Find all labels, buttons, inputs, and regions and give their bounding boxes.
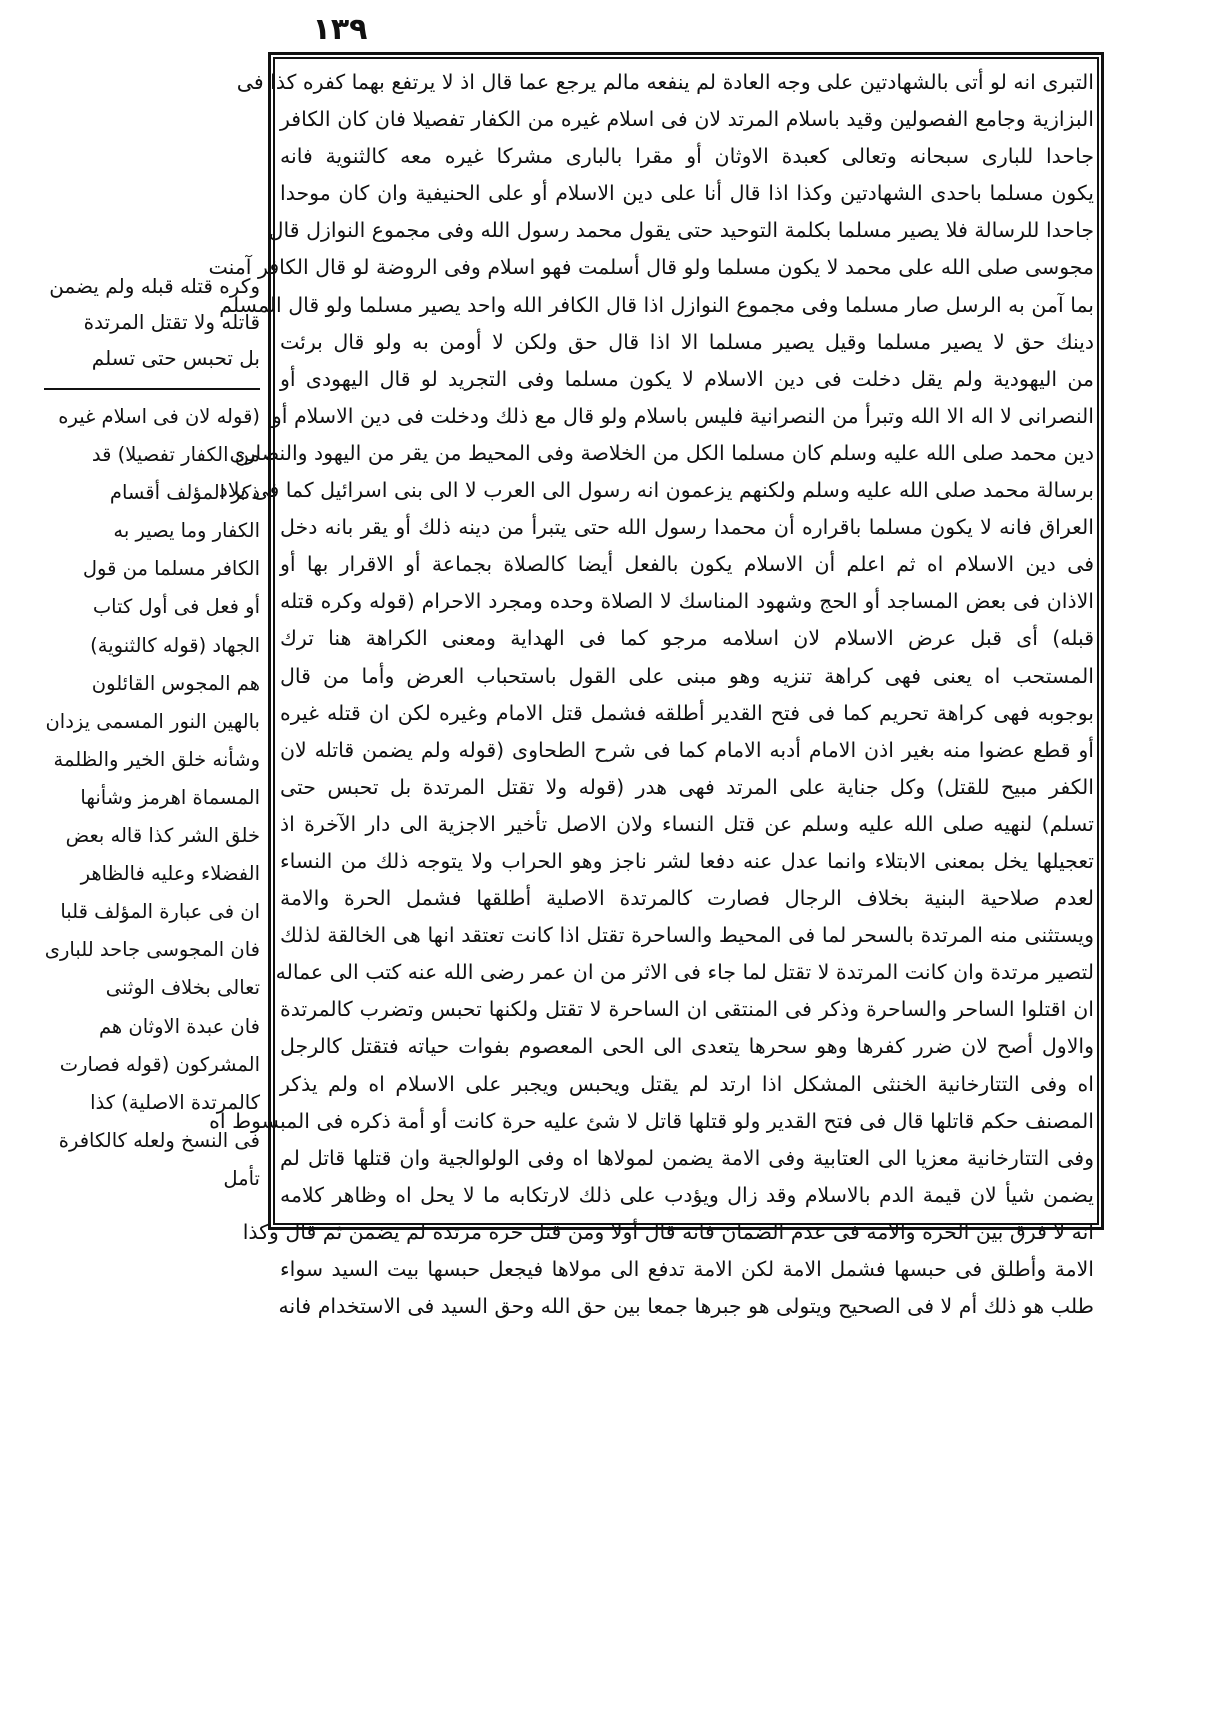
main-text-line: دين محمد صلى الله عليه وسلم كان مسلما الكل من الخلاصة وفى المحيط من يقر من اليهود والنصارى [229,440,1094,465]
main-text-line: البزازية وجامع الفصولين وقيد باسلام المرتد لان فى اسلام غيره من الكفار تفصيلا فان كان الكافر [280,107,1094,132]
margin-matn-line: بل تحبس حتى تسلم [91,346,260,370]
margin-matn-text [42,268,260,376]
main-text-line: دينك حق لا يصير مسلما وقيل يصير مسلما الا اذا قال حق ولكن لا أومن به ولو قال برئت [280,329,1094,354]
margin-divider [44,388,260,390]
main-text-line: النصرانى لا اله الا الله وتبرأ من النصرانية فليس باسلام ولو قال مع ذلك ودخلت فى دين الاسلام أو [271,403,1094,428]
main-text-line: برسالة محمد صلى الله عليه وسلم ولكنهم يزعمون انه رسول الى العرب لا الى بنى اسرائيل كما فى بلاد [218,478,1094,503]
margin-notes-text [42,398,260,1198]
main-text-line: يكون مسلما باحدى الشهادتين وكذا اذا قال أنا على دين الاسلام أو على الحنيفية وان كان موحدا [280,181,1094,206]
main-text-line: طلب هو ذلك أم لا فى الصحيح ويتولى هو جبرها جمعا بين حق الله وحق السيد فى الاستخدام فانه [278,1294,1094,1319]
main-text-line: انه لا فرق بين الحرة والامة فى عدم الضمان فانه قال أولا ومن قتل حرة مرتدة لم يضمن ثم قال وكذا [242,1219,1094,1244]
main-text-line: ان اقتلوا الساحر والساحرة وذكر فى المنتقى ان الساحرة لا تقتل ولكنها تحبس وتضرب كالمرتدة [280,997,1094,1022]
main-text-line: التبرى انه لو أتى بالشهادتين على وجه العادة لم ينفعه مالم يرجع عما قال اذ لا يرتفع بهما كفره كذا فى [236,70,1094,94]
main-text-line: وفى التتارخانية معزيا الى العتابية وفى الامة يضمن لمولاها اه وفى الولوالجية وان قتلها قاتل لم [280,1145,1094,1170]
margin-note-line: المسماة اهرمز وشأنها [80,785,260,809]
main-text-line: تسلم) لنهيه صلى الله عليه وسلم عن قتل النساء ولان الاصل تأخير الاجزية الى دار الآخرة اذ [280,811,1094,836]
page-number: ١٣٩ [312,12,368,47]
main-text-line: اه وفى التتارخانية الخنثى المشكل اذا ارتد لم يقتل ويحبس ويجبر على الاسلام اه ولم يذكر [280,1071,1094,1096]
main-text-line: المستحب اه يعنى فهى كراهة تنزيه وهو مبنى على القول باستحباب العرض وأما من قال [280,663,1094,688]
margin-note-line: فان المجوسى جاحد للبارى [44,938,260,962]
margin-note-line: الكافر مسلما من قول [82,557,260,581]
main-text-line: الكفر مبيح للقتل) وكل جناية على المرتد فهى هدر (قوله ولا تقتل المرتدة بل تحبس حتى [280,774,1094,799]
main-text-line: يضمن شيأ لان قيمة الدم بالاسلام وقد زال ويؤدب على ذلك لارتكابه ما لا يحل اه وظاهر كلامه [280,1182,1094,1207]
margin-note-line: وشأنه خلق الخير والظلمة [53,747,260,771]
main-text-line: جاحدا للبارى سبحانه وتعالى كعبدة الاوثان أو مقرا بالبارى مشركا غيره معه كالثنوية فانه [280,144,1094,169]
main-text-line: ويستثنى منه المرتدة بالسحر لما فى المحيط والساحرة تقتل اذا كانت تعتقد انها هى الخالقة لذلك [280,923,1094,948]
main-text-line: قبله) أى قبل عرض الاسلام لان اسلامه مرجو كما فى الهداية ومعنى الكراهة هنا ترك [280,626,1094,651]
margin-note-line: أو فعل فى أول كتاب [92,595,260,619]
main-text-line: جاحدا للرسالة فلا يصير مسلما بكلمة التوحيد حتى يقول محمد رسول الله وفى مجموع النوازل قال [268,218,1094,243]
main-text-line: الامة وأطلق فى حبسها فشمل الامة لكن الامة تدفع الى مولاها فيجعل حبسها بيت السيد سواء [280,1257,1094,1281]
margin-note-line: فى النسخ ولعله كالكافرة [58,1128,260,1152]
main-text-line: والاول أصح لان ضرر كفرها وهو سحرها يتعدى الى الحى المعصوم بفوات حياته فتقتل كالرجل [280,1034,1094,1059]
main-text-line: لتصير مرتدة وان كانت المرتدة لا تقتل لما جاء فى الاثر من ان عمر رضى الله عنه كتب الى عماله [275,960,1094,985]
main-text-line: فى دين الاسلام اه ثم اعلم أن الاسلام يكون بالفعل أيضا كالصلاة بجماعة أو الاقرار بها أو [280,552,1094,577]
main-text-line: العراق فانه لا يكون مسلما باقراره أن محمدا رسول الله حتى يتبرأ من دينه ذلك أو يقر بانه دخل [280,515,1094,540]
main-text-line: الاذان فى بعض المساجد أو الحج وشهود المناسك لا الصلاة وحده ومجرد الاحرام (قوله وكره قتله [280,589,1094,614]
margin-note-line: الجهاد (قوله كالثنوية) [90,633,260,657]
margin-note-line: بالهين النور المسمى يزدان [45,709,260,733]
main-text-line: أو قطع عضوا منه بغير اذن الامام أدبه الامام كما فى شرح الطحاوى (قوله ولم يضمن قاتله لان [280,737,1094,762]
main-text-line: تعجيلها يخل بمعنى الابتلاء وانما عدل عنه دفعا لشر ناجز وهو الحراب ولا يتوجه ذلك من النساء [280,848,1094,873]
margin-note-line: كالمرتدة الاصلية) كذا [90,1090,260,1114]
margin-note-line: من الكفار تفصيلا) قد [91,443,260,467]
main-text-line: مجوسى صلى الله على محمد لا يكون مسلما ولو قال أسلمت فهو اسلام وفى الروضة لو قال الكافر آمنت [208,255,1094,280]
margin-note-line: تعالى بخلاف الوثنى [105,976,260,1000]
margin-note-line: خلق الشر كذا قاله بعض [65,824,260,848]
main-text-line: بما آمن به الرسل صار مسلما وفى مجموع النوازل اذا قال الكافر الله واحد يصير مسلما ولو قال المسلم [219,292,1094,317]
main-text-line: لعدم صلاحية البنية بخلاف الرجال فصارت كالمرتدة الاصلية أطلقها فشمل الحرة والامة [280,886,1094,911]
main-text-line: المصنف حكم قاتلها قال فى فتح القدير ولو قتلها قاتل لا شئ عليه حرة كانت أو أمة ذكره فى المبسوط اه [209,1108,1094,1133]
main-text-line: بوجوبه فهى كراهة تحريم كما فى فتح القدير أطلقه فشمل قتل الامام وغيره لكن ان قتله غيره [280,700,1094,725]
margin-matn-line: قاتله ولا تقتل المرتدة [83,310,260,334]
main-text-line: من اليهودية ولم يقل دخلت فى دين الاسلام لا يكون مسلما وفى التجريد لو قال اليهودى أو [280,366,1094,391]
margin-note-line: تأمل [223,1166,260,1190]
margin-note-line: ذكر المؤلف أقسام [109,481,260,505]
margin-note-line: (قوله لان فى اسلام غيره [58,405,260,428]
margin-note-line: المشركون (قوله فصارت [59,1052,260,1076]
margin-note-line: فان عبدة الاوثان هم [98,1014,260,1038]
margin-note-line: ان فى عبارة المؤلف قلبا [60,900,260,924]
margin-note-line: الفضلاء وعليه فالظاهر [80,862,260,886]
margin-note-line: الكفار وما يصير به [113,519,260,543]
margin-note-line: هم المجوس القائلون [91,671,260,695]
margin-matn-line: وكره قتله قبله ولم يضمن [49,274,260,298]
